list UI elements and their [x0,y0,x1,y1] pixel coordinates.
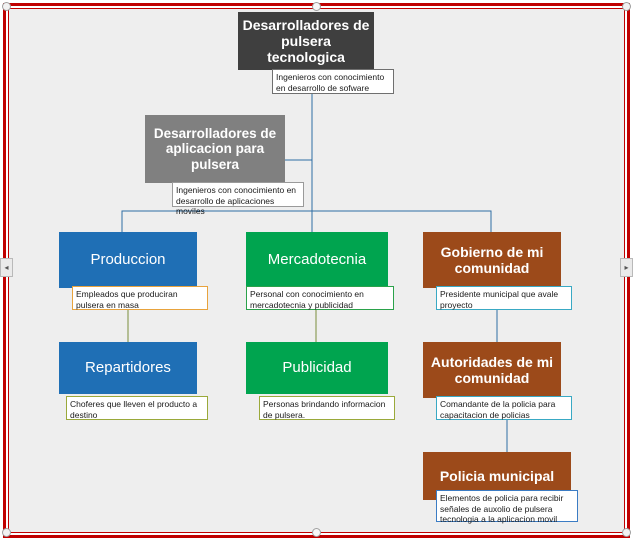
node-label: Gobierno de mi comunidad [440,243,544,276]
node-label: Desarrolladores de pulsera tecnologica [242,16,370,66]
node-label: Produccion [90,251,166,269]
note-produccion[interactable] [72,286,208,310]
node-mercadotecnia[interactable] [246,232,388,288]
note-repartidores[interactable] [66,396,208,420]
node-label: Desarrolladores de aplicacion para pulsera [153,125,277,172]
node-label: Mercadotecnia [267,251,367,269]
node-label: Policia municipal [439,467,555,484]
note-mercadotecnia[interactable] [246,286,394,310]
resize-handle-bottom-center[interactable] [312,528,321,537]
node-desarrolladores-pulsera[interactable] [238,12,374,70]
note-desarrolladores-aplicacion[interactable] [172,182,304,217]
node-gobierno[interactable] [423,232,561,288]
resize-handle-bottom-right[interactable] [622,528,631,537]
note-gobierno[interactable] [436,286,572,310]
note-text: Elementos de policia para recibir señales de auxolio de pulsera tecnologia a la aplicacion movil [440,493,564,525]
node-desarrolladores-aplicacion[interactable] [145,115,285,183]
resize-handle-top-center[interactable] [312,2,321,11]
note-publicidad[interactable] [259,396,395,420]
collapse-arrow-left[interactable]: ◂ [0,258,13,277]
resize-handle-bottom-left[interactable] [2,528,11,537]
resize-handle-top-left[interactable] [2,2,11,11]
node-label: Repartidores [85,359,171,377]
node-label: Publicidad [282,359,352,377]
note-text: Ingenieros con conocimiento en desarrollo de aplicaciones moviles [176,185,297,217]
note-text: Empleados que produciran pulsera en masa [76,289,178,310]
note-text: Comandante de la policia para capacitacion de policias [440,399,556,420]
diagram-canvas [10,10,623,531]
node-produccion[interactable] [59,232,197,288]
node-repartidores[interactable] [59,342,197,394]
note-desarrolladores-pulsera[interactable] [272,69,394,94]
resize-handle-top-right[interactable] [622,2,631,11]
note-text: Choferes que lleven el producto a destino [70,399,198,420]
note-text: Ingenieros con conocimiento en desarrollo de sofware [276,72,385,93]
note-text: Presidente municipal que avale proyecto [440,289,559,310]
note-policia-municipal[interactable] [436,490,578,525]
note-text: Personal con conocimiento en mercadotecnia y publicidad [250,289,364,310]
note-text: Personas brindando informacion de pulsera. [263,399,386,420]
node-label: Autoridades de mi comunidad [430,353,554,386]
collapse-arrow-right[interactable]: ▸ [620,258,633,277]
note-autoridades[interactable] [436,396,572,420]
node-autoridades[interactable] [423,342,561,398]
node-publicidad[interactable] [246,342,388,394]
